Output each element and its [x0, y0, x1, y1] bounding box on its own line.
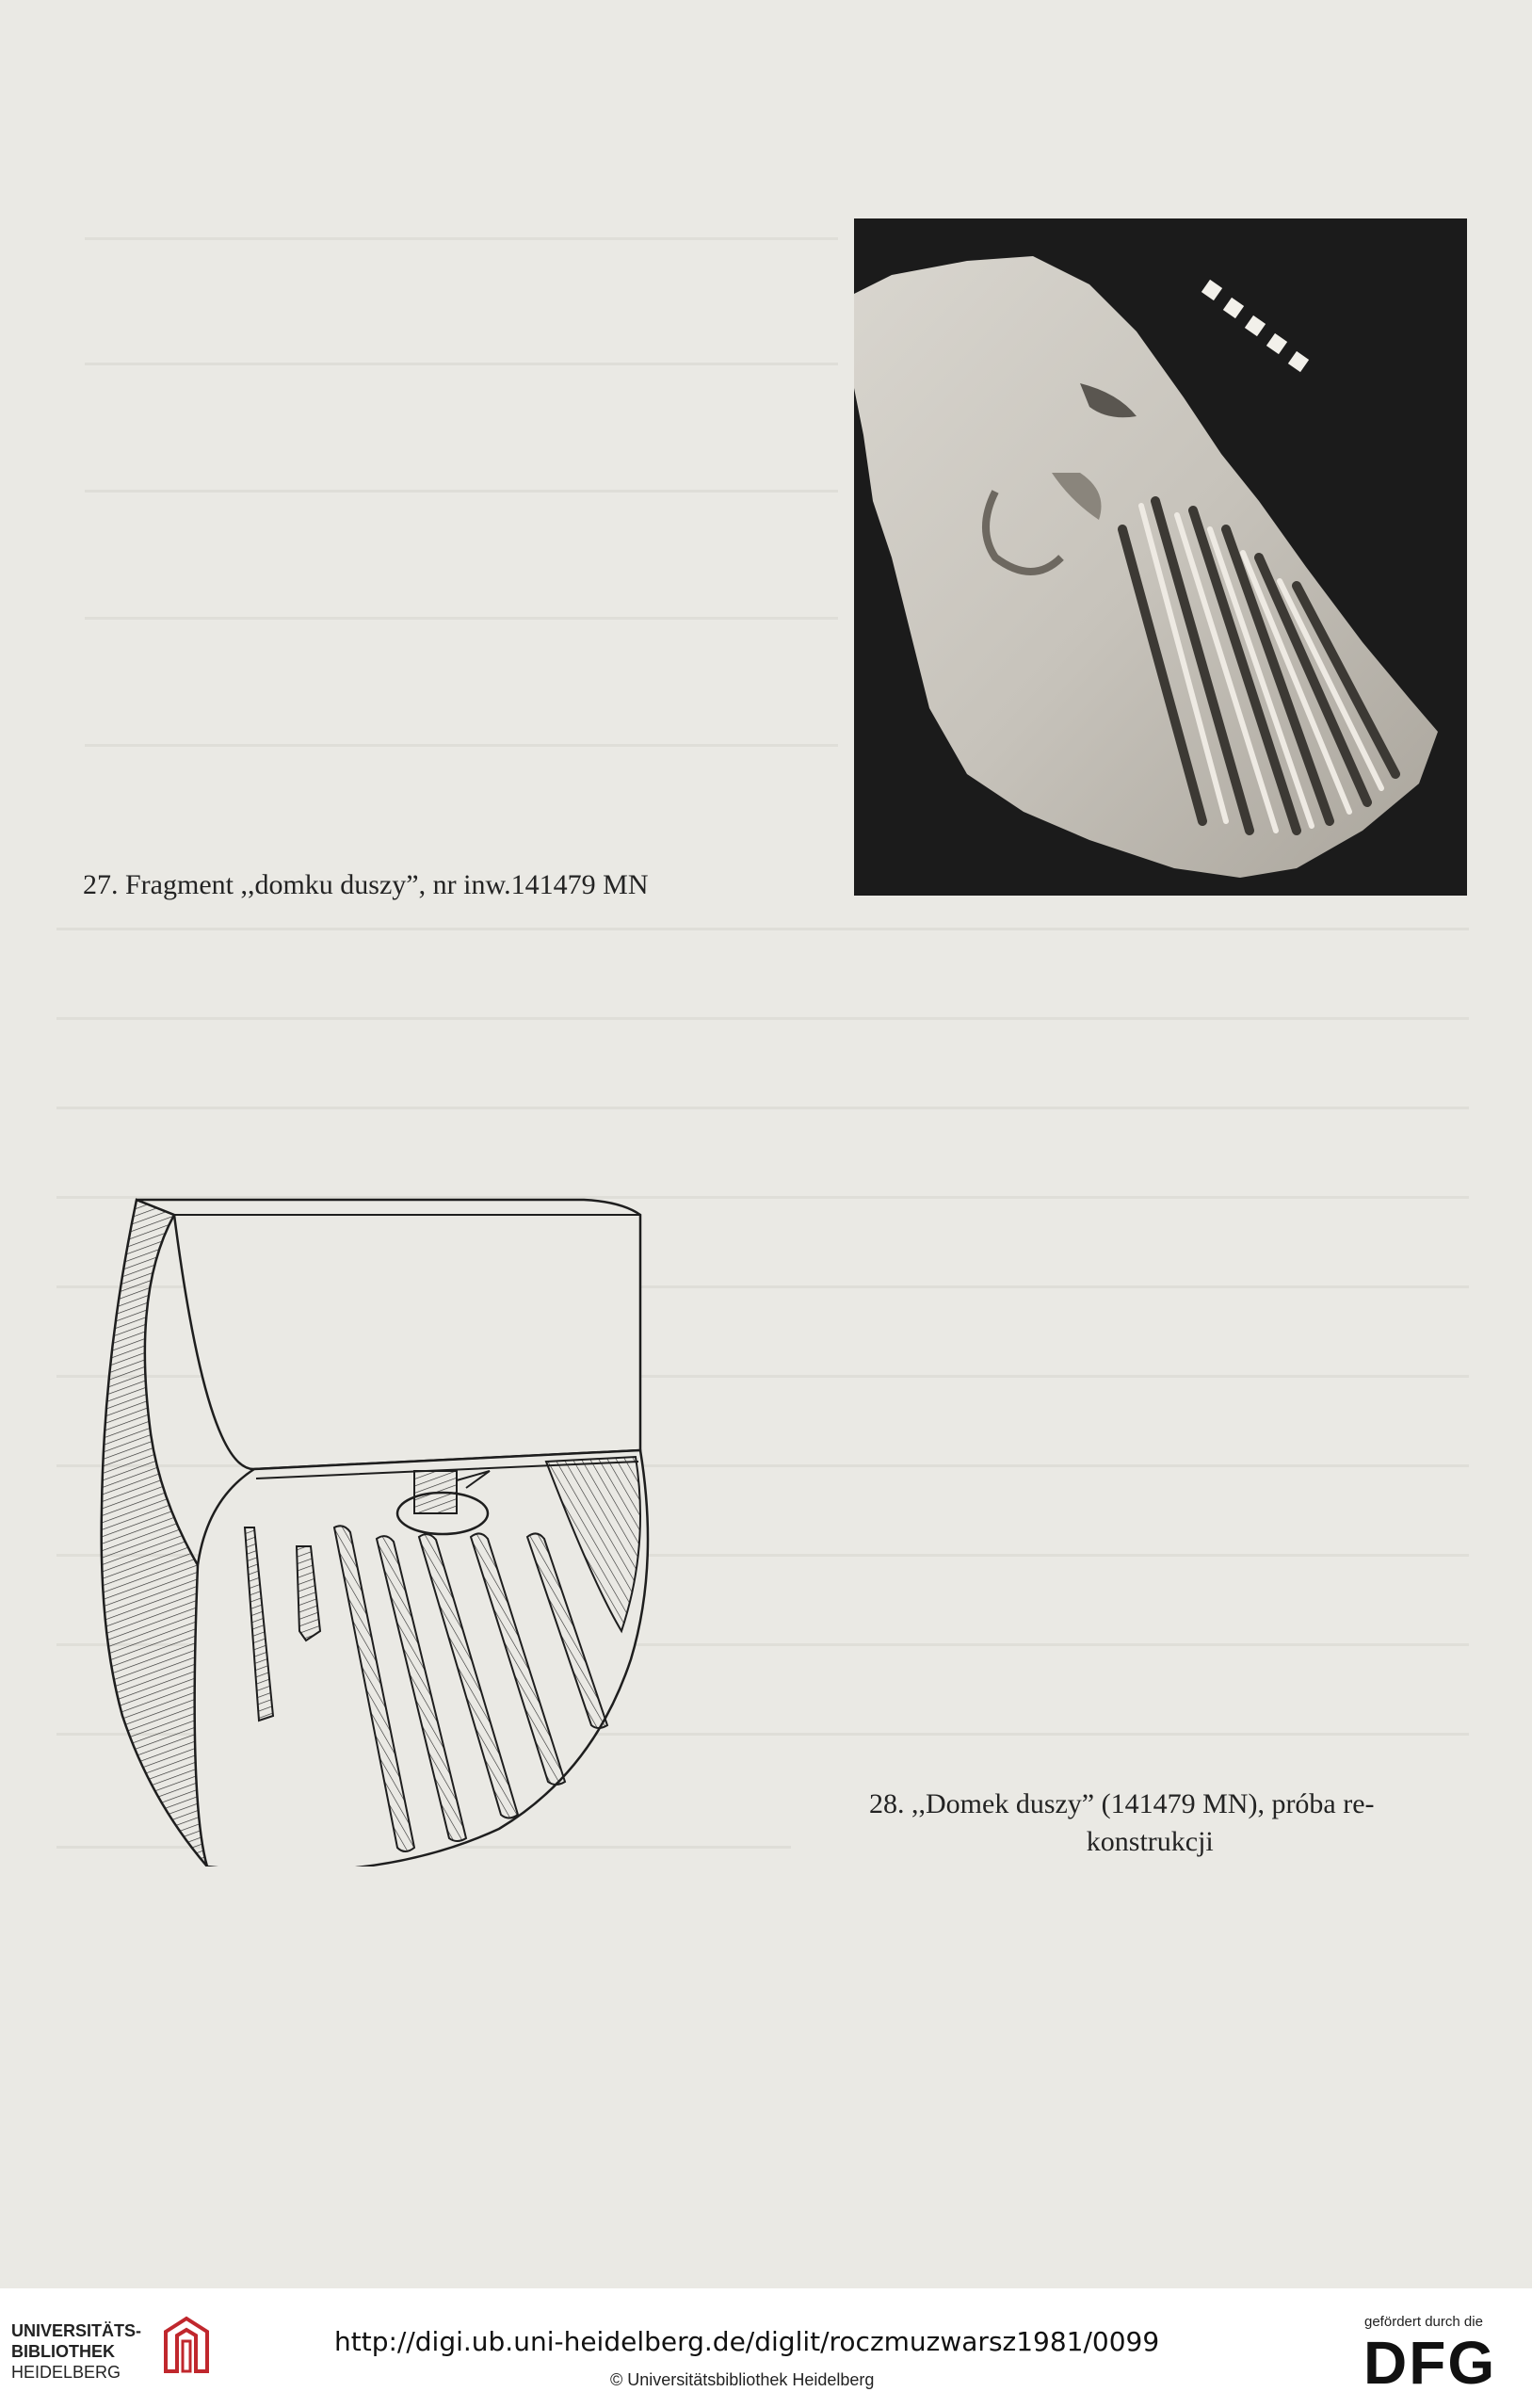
bleed-through-line [85, 617, 838, 620]
bleed-through-line [85, 363, 838, 365]
bleed-through-line [56, 1107, 1469, 1109]
bleed-through-line [85, 237, 838, 240]
bleed-through-line [56, 1017, 1469, 1020]
bleed-through-line [85, 744, 838, 747]
funder-note: gefördert durch die [1364, 2314, 1483, 2330]
dfg-logo: DFG [1363, 2329, 1497, 2397]
figure-27-caption: 27. Fragment ,,domku duszy”, nr inw.141479 MN [83, 869, 649, 900]
library-name-line2: BIBLIOTHEK [11, 2342, 115, 2361]
fragment-photograph [854, 218, 1467, 896]
library-name-line3: HEIDELBERG [11, 2363, 121, 2382]
bleed-through-line [85, 490, 838, 493]
library-logo-icon [158, 2313, 215, 2377]
copyright-notice: © Universitätsbibliothek Heidelberg [610, 2370, 875, 2389]
figure-28-caption-line1: 28. ,,Domek duszy” (141479 MN), próba re- [869, 1788, 1375, 1819]
fragment-photo-image [854, 218, 1467, 896]
permalink-url[interactable]: http://digi.ub.uni-heidelberg.de/diglit/roczmuzwarsz1981/0099 [334, 2326, 1160, 2357]
figure-28-caption-line2: konstrukcji [1086, 1826, 1214, 1857]
reconstruction-drawing [94, 1188, 678, 1867]
figure-28-caption [869, 1786, 1375, 1861]
library-name-line1: UNIVERSITÄTS- [11, 2321, 142, 2340]
bleed-through-line [56, 928, 1469, 930]
